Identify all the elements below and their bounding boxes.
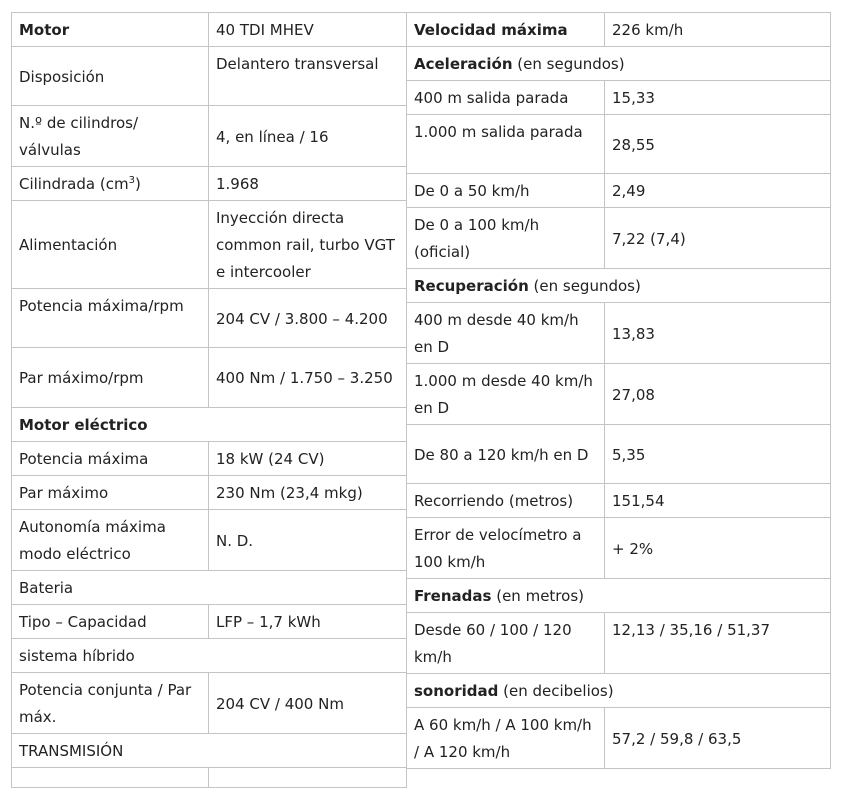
autonomia-label: Autonomía máxima modo eléctrico [12, 510, 209, 571]
table-row [407, 269, 831, 303]
table-row [12, 571, 407, 605]
table-row [12, 47, 407, 106]
velocidad-label: Velocidad máxima [407, 13, 605, 47]
table-row [12, 13, 407, 47]
electrico-header: Motor eléctrico [12, 408, 407, 442]
table-row [407, 364, 831, 425]
bateria-header: Bateria [12, 571, 407, 605]
table-row [12, 639, 407, 673]
table-row [12, 605, 407, 639]
frenadas-label: Desde 60 / 100 / 120 km/h [407, 613, 605, 674]
disposicion-label: Disposición [12, 47, 209, 106]
table-row [407, 13, 831, 47]
table-row [407, 484, 831, 518]
alimentacion-label: Alimentación [12, 201, 209, 289]
table-row [407, 174, 831, 208]
performance-table [406, 12, 831, 769]
potencia-value: 204 CV / 3.800 – 4.200 [209, 289, 407, 348]
table-row [12, 476, 407, 510]
cilindros-value: 4, en línea / 16 [209, 106, 407, 167]
a400-label: 400 m salida parada [407, 81, 605, 115]
velocidad-value: 226 km/h [605, 13, 831, 47]
potencia-label: Potencia máxima/rpm [12, 289, 209, 348]
r80-value: 5,35 [605, 425, 831, 484]
a1000-value: 28,55 [605, 115, 831, 174]
table-row [407, 115, 831, 174]
table-row [12, 734, 407, 768]
a0100-label: De 0 a 100 km/h (oficial) [407, 208, 605, 269]
r1000-label: 1.000 m desde 40 km/h en D [407, 364, 605, 425]
cilindros-label: N.º de cilindros/ válvulas [12, 106, 209, 167]
table-row [407, 425, 831, 484]
alimentacion-value: Inyección directa common rail, turbo VGT e intercooler [209, 201, 407, 289]
empty-cell [209, 768, 407, 788]
table-row [12, 673, 407, 734]
table-row [407, 208, 831, 269]
a1000-label: 1.000 m salida parada [407, 115, 605, 174]
a0100-value: 7,22 (7,4) [605, 208, 831, 269]
transmision-header: TRANSMISIÓN [12, 734, 407, 768]
par-label: Par máximo/rpm [12, 348, 209, 408]
conjunta-label: Potencia conjunta / Par máx. [12, 673, 209, 734]
cilindrada-value: 1.968 [209, 167, 407, 201]
table-row [12, 348, 407, 408]
table-row [407, 613, 831, 674]
r80-label: De 80 a 120 km/h en D [407, 425, 605, 484]
r400-label: 400 m desde 40 km/h en D [407, 303, 605, 364]
table-row [407, 81, 831, 115]
motor-label: Motor [12, 13, 209, 47]
frenadas-header: Frenadas (en metros) [407, 579, 831, 613]
r400-value: 13,83 [605, 303, 831, 364]
disposicion-value: Delantero transversal [209, 47, 407, 106]
table-row [12, 442, 407, 476]
motor-value: 40 TDI MHEV [209, 13, 407, 47]
a050-label: De 0 a 50 km/h [407, 174, 605, 208]
table-row [12, 768, 407, 788]
table-row [12, 289, 407, 348]
tipo-value: LFP – 1,7 kWh [209, 605, 407, 639]
tipo-label: Tipo – Capacidad [12, 605, 209, 639]
table-row [407, 708, 831, 769]
e-par-value: 230 Nm (23,4 mkg) [209, 476, 407, 510]
aceleracion-header: Aceleración (en segundos) [407, 47, 831, 81]
engine-specs-table [11, 12, 407, 788]
table-row [12, 510, 407, 571]
a050-value: 2,49 [605, 174, 831, 208]
sonoridad-value: 57,2 / 59,8 / 63,5 [605, 708, 831, 769]
table-row [407, 674, 831, 708]
empty-cell [12, 768, 209, 788]
cilindrada-label: Cilindrada $(cm^3)$ [12, 167, 209, 201]
table-row [407, 47, 831, 81]
table-row [12, 167, 407, 201]
table-row [12, 106, 407, 167]
table-row [407, 579, 831, 613]
e-potencia-value: 18 kW (24 CV) [209, 442, 407, 476]
sonoridad-label: A 60 km/h / A 100 km/h / A 120 km/h [407, 708, 605, 769]
e-par-label: Par máximo [12, 476, 209, 510]
table-row [407, 303, 831, 364]
error-label: Error de velocímetro a 100 km/h [407, 518, 605, 579]
table-row [12, 408, 407, 442]
table-row [12, 201, 407, 289]
par-value: 400 Nm / 1.750 – 3.250 [209, 348, 407, 408]
sonoridad-header: sonoridad (en decibelios) [407, 674, 831, 708]
frenadas-value: 12,13 / 35,16 / 51,37 [605, 613, 831, 674]
recorriendo-label: Recorriendo (metros) [407, 484, 605, 518]
recuperacion-header: Recuperación (en segundos) [407, 269, 831, 303]
r1000-value: 27,08 [605, 364, 831, 425]
conjunta-value: 204 CV / 400 Nm [209, 673, 407, 734]
table-row [407, 518, 831, 579]
recorriendo-value: 151,54 [605, 484, 831, 518]
e-potencia-label: Potencia máxima [12, 442, 209, 476]
autonomia-value: N. D. [209, 510, 407, 571]
error-value: + 2% [605, 518, 831, 579]
hibrido-header: sistema híbrido [12, 639, 407, 673]
a400-value: 15,33 [605, 81, 831, 115]
